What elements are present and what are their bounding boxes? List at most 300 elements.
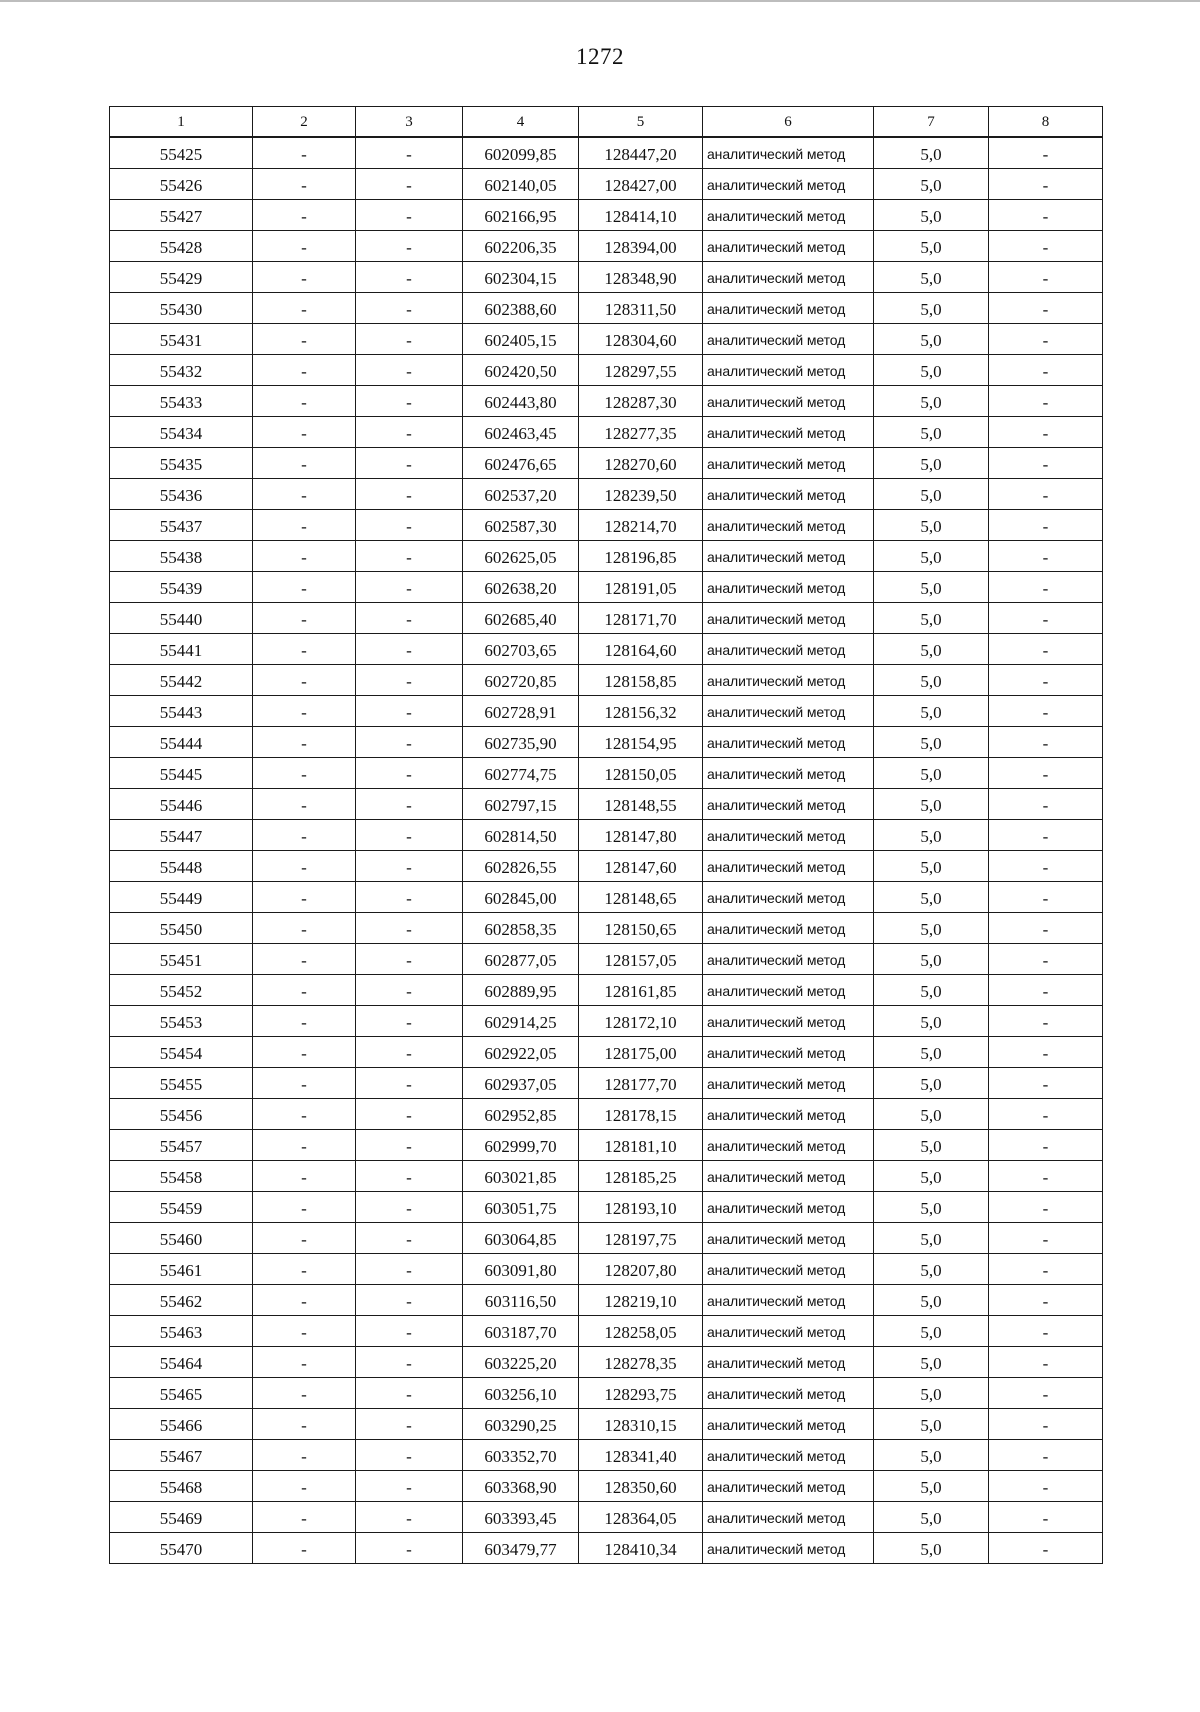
- method-cell: аналитический метод: [703, 1068, 874, 1099]
- coordinate-y-cell: 128171,70: [579, 603, 703, 634]
- coordinate-x-cell: 602099,85: [463, 137, 579, 169]
- point-number-cell: 55430: [110, 293, 253, 324]
- table-row: [110, 1409, 1103, 1440]
- coordinate-y-cell: 128175,00: [579, 1037, 703, 1068]
- page-number: 1272: [576, 44, 624, 69]
- accuracy-cell: 5,0: [874, 944, 989, 975]
- col-3-value-cell: -: [356, 1099, 463, 1130]
- table-row: [110, 727, 1103, 758]
- col-8-value-cell: -: [989, 1347, 1103, 1378]
- col-8-value-cell: -: [989, 169, 1103, 200]
- table-row: [110, 417, 1103, 448]
- column-header: 7: [874, 107, 989, 138]
- col-3-value-cell: -: [356, 1440, 463, 1471]
- coordinate-x-cell: 602814,50: [463, 820, 579, 851]
- method-cell: аналитический метод: [703, 1130, 874, 1161]
- col-2-value-cell: -: [253, 169, 356, 200]
- accuracy-cell: 5,0: [874, 1285, 989, 1316]
- coordinate-x-cell: 602797,15: [463, 789, 579, 820]
- col-2-value-cell: -: [253, 1316, 356, 1347]
- col-3-value-cell: -: [356, 603, 463, 634]
- coordinate-x-cell: 602140,05: [463, 169, 579, 200]
- coordinate-y-cell: 128293,75: [579, 1378, 703, 1409]
- col-2-value-cell: -: [253, 1533, 356, 1564]
- point-number-cell: 55450: [110, 913, 253, 944]
- accuracy-cell: 5,0: [874, 1068, 989, 1099]
- table-row: [110, 882, 1103, 913]
- method-cell: аналитический метод: [703, 1037, 874, 1068]
- coordinate-x-cell: 603368,90: [463, 1471, 579, 1502]
- table-row: [110, 758, 1103, 789]
- col-2-value-cell: -: [253, 665, 356, 696]
- table-row: [110, 262, 1103, 293]
- coordinate-x-cell: 602537,20: [463, 479, 579, 510]
- accuracy-cell: 5,0: [874, 448, 989, 479]
- col-8-value-cell: -: [989, 634, 1103, 665]
- col-8-value-cell: -: [989, 1533, 1103, 1564]
- coordinate-x-cell: 603290,25: [463, 1409, 579, 1440]
- point-number-cell: 55454: [110, 1037, 253, 1068]
- coordinate-x-cell: 602388,60: [463, 293, 579, 324]
- point-number-cell: 55426: [110, 169, 253, 200]
- point-number-cell: 55448: [110, 851, 253, 882]
- coordinate-y-cell: 128311,50: [579, 293, 703, 324]
- col-8-value-cell: -: [989, 572, 1103, 603]
- coordinate-x-cell: 602443,80: [463, 386, 579, 417]
- col-3-value-cell: -: [356, 944, 463, 975]
- point-number-cell: 55462: [110, 1285, 253, 1316]
- col-3-value-cell: -: [356, 1533, 463, 1564]
- col-8-value-cell: -: [989, 665, 1103, 696]
- method-cell: аналитический метод: [703, 882, 874, 913]
- accuracy-cell: 5,0: [874, 913, 989, 944]
- col-3-value-cell: -: [356, 572, 463, 603]
- coordinate-y-cell: 128178,15: [579, 1099, 703, 1130]
- coordinate-y-cell: 128156,32: [579, 696, 703, 727]
- coordinates-table: [109, 106, 1103, 1564]
- col-3-value-cell: -: [356, 789, 463, 820]
- col-3-value-cell: -: [356, 1223, 463, 1254]
- col-8-value-cell: -: [989, 541, 1103, 572]
- point-number-cell: 55451: [110, 944, 253, 975]
- col-2-value-cell: -: [253, 696, 356, 727]
- method-cell: аналитический метод: [703, 975, 874, 1006]
- col-8-value-cell: -: [989, 1130, 1103, 1161]
- col-2-value-cell: -: [253, 944, 356, 975]
- coordinate-x-cell: 602999,70: [463, 1130, 579, 1161]
- table-row: [110, 200, 1103, 231]
- col-3-value-cell: -: [356, 1161, 463, 1192]
- method-cell: аналитический метод: [703, 727, 874, 758]
- table-row: [110, 541, 1103, 572]
- accuracy-cell: 5,0: [874, 169, 989, 200]
- coordinate-y-cell: 128219,10: [579, 1285, 703, 1316]
- coordinate-y-cell: 128414,10: [579, 200, 703, 231]
- accuracy-cell: 5,0: [874, 851, 989, 882]
- col-3-value-cell: -: [356, 541, 463, 572]
- coordinate-y-cell: 128157,05: [579, 944, 703, 975]
- accuracy-cell: 5,0: [874, 1192, 989, 1223]
- coordinate-x-cell: 602405,15: [463, 324, 579, 355]
- method-cell: аналитический метод: [703, 572, 874, 603]
- coordinate-y-cell: 128185,25: [579, 1161, 703, 1192]
- col-3-value-cell: -: [356, 231, 463, 262]
- coordinate-y-cell: 128304,60: [579, 324, 703, 355]
- coordinate-x-cell: 602877,05: [463, 944, 579, 975]
- col-2-value-cell: -: [253, 913, 356, 944]
- accuracy-cell: 5,0: [874, 1409, 989, 1440]
- scan-top-edge: [0, 0, 1200, 2]
- accuracy-cell: 5,0: [874, 572, 989, 603]
- method-cell: аналитический метод: [703, 479, 874, 510]
- col-3-value-cell: -: [356, 510, 463, 541]
- point-number-cell: 55441: [110, 634, 253, 665]
- col-3-value-cell: -: [356, 634, 463, 665]
- col-3-value-cell: -: [356, 293, 463, 324]
- point-number-cell: 55453: [110, 1006, 253, 1037]
- col-8-value-cell: -: [989, 1161, 1103, 1192]
- table-row: [110, 231, 1103, 262]
- method-cell: аналитический метод: [703, 1223, 874, 1254]
- method-cell: аналитический метод: [703, 355, 874, 386]
- col-8-value-cell: -: [989, 1254, 1103, 1285]
- col-2-value-cell: -: [253, 1068, 356, 1099]
- coordinate-x-cell: 603187,70: [463, 1316, 579, 1347]
- col-3-value-cell: -: [356, 448, 463, 479]
- col-8-value-cell: -: [989, 1471, 1103, 1502]
- col-8-value-cell: -: [989, 1006, 1103, 1037]
- col-2-value-cell: -: [253, 541, 356, 572]
- point-number-cell: 55467: [110, 1440, 253, 1471]
- col-2-value-cell: -: [253, 882, 356, 913]
- point-number-cell: 55440: [110, 603, 253, 634]
- col-8-value-cell: -: [989, 944, 1103, 975]
- method-cell: аналитический метод: [703, 1378, 874, 1409]
- point-number-cell: 55443: [110, 696, 253, 727]
- table-body: [110, 137, 1103, 1564]
- table-row: [110, 1347, 1103, 1378]
- table-row: [110, 1192, 1103, 1223]
- table-row: [110, 1533, 1103, 1564]
- point-number-cell: 55469: [110, 1502, 253, 1533]
- col-3-value-cell: -: [356, 727, 463, 758]
- col-3-value-cell: -: [356, 262, 463, 293]
- point-number-cell: 55434: [110, 417, 253, 448]
- col-8-value-cell: -: [989, 1192, 1103, 1223]
- accuracy-cell: 5,0: [874, 417, 989, 448]
- method-cell: аналитический метод: [703, 200, 874, 231]
- method-cell: аналитический метод: [703, 913, 874, 944]
- accuracy-cell: 5,0: [874, 262, 989, 293]
- col-8-value-cell: -: [989, 975, 1103, 1006]
- accuracy-cell: 5,0: [874, 1316, 989, 1347]
- point-number-cell: 55455: [110, 1068, 253, 1099]
- coordinate-y-cell: 128394,00: [579, 231, 703, 262]
- col-3-value-cell: -: [356, 1378, 463, 1409]
- method-cell: аналитический метод: [703, 541, 874, 572]
- method-cell: аналитический метод: [703, 1316, 874, 1347]
- coordinate-y-cell: 128196,85: [579, 541, 703, 572]
- method-cell: аналитический метод: [703, 231, 874, 262]
- coordinate-y-cell: 128410,34: [579, 1533, 703, 1564]
- table-row: [110, 603, 1103, 634]
- accuracy-cell: 5,0: [874, 200, 989, 231]
- table-row: [110, 137, 1103, 169]
- column-header: 4: [463, 107, 579, 138]
- point-number-cell: 55429: [110, 262, 253, 293]
- point-number-cell: 55435: [110, 448, 253, 479]
- coordinate-x-cell: 603021,85: [463, 1161, 579, 1192]
- accuracy-cell: 5,0: [874, 1378, 989, 1409]
- col-8-value-cell: -: [989, 1378, 1103, 1409]
- col-2-value-cell: -: [253, 727, 356, 758]
- col-3-value-cell: -: [356, 200, 463, 231]
- col-3-value-cell: -: [356, 1130, 463, 1161]
- coordinate-x-cell: 602774,75: [463, 758, 579, 789]
- table-row: [110, 696, 1103, 727]
- column-header: 8: [989, 107, 1103, 138]
- accuracy-cell: 5,0: [874, 1502, 989, 1533]
- col-8-value-cell: -: [989, 324, 1103, 355]
- coordinate-x-cell: 602937,05: [463, 1068, 579, 1099]
- coordinate-y-cell: 128193,10: [579, 1192, 703, 1223]
- accuracy-cell: 5,0: [874, 634, 989, 665]
- col-2-value-cell: -: [253, 634, 356, 665]
- col-3-value-cell: -: [356, 479, 463, 510]
- table-row: [110, 1254, 1103, 1285]
- col-2-value-cell: -: [253, 572, 356, 603]
- table-row: [110, 1440, 1103, 1471]
- point-number-cell: 55438: [110, 541, 253, 572]
- coordinate-y-cell: 128364,05: [579, 1502, 703, 1533]
- coordinate-x-cell: 602728,91: [463, 696, 579, 727]
- accuracy-cell: 5,0: [874, 603, 989, 634]
- point-number-cell: 55466: [110, 1409, 253, 1440]
- table-row: [110, 1223, 1103, 1254]
- coordinate-y-cell: 128427,00: [579, 169, 703, 200]
- coordinate-y-cell: 128147,60: [579, 851, 703, 882]
- col-3-value-cell: -: [356, 1006, 463, 1037]
- point-number-cell: 55432: [110, 355, 253, 386]
- point-number-cell: 55470: [110, 1533, 253, 1564]
- col-2-value-cell: -: [253, 510, 356, 541]
- col-2-value-cell: -: [253, 137, 356, 169]
- coordinate-y-cell: 128277,35: [579, 417, 703, 448]
- method-cell: аналитический метод: [703, 386, 874, 417]
- coordinate-y-cell: 128158,85: [579, 665, 703, 696]
- table-row: [110, 1068, 1103, 1099]
- table-row: [110, 1130, 1103, 1161]
- point-number-cell: 55459: [110, 1192, 253, 1223]
- method-cell: аналитический метод: [703, 137, 874, 169]
- coordinate-x-cell: 602463,45: [463, 417, 579, 448]
- method-cell: аналитический метод: [703, 417, 874, 448]
- col-3-value-cell: -: [356, 975, 463, 1006]
- col-8-value-cell: -: [989, 882, 1103, 913]
- coordinate-y-cell: 128147,80: [579, 820, 703, 851]
- point-number-cell: 55458: [110, 1161, 253, 1192]
- accuracy-cell: 5,0: [874, 665, 989, 696]
- col-8-value-cell: -: [989, 851, 1103, 882]
- accuracy-cell: 5,0: [874, 1099, 989, 1130]
- point-number-cell: 55444: [110, 727, 253, 758]
- accuracy-cell: 5,0: [874, 1130, 989, 1161]
- col-3-value-cell: -: [356, 386, 463, 417]
- table-row: [110, 324, 1103, 355]
- accuracy-cell: 5,0: [874, 479, 989, 510]
- accuracy-cell: 5,0: [874, 1533, 989, 1564]
- coordinate-y-cell: 128207,80: [579, 1254, 703, 1285]
- coordinate-x-cell: 602826,55: [463, 851, 579, 882]
- accuracy-cell: 5,0: [874, 727, 989, 758]
- col-3-value-cell: -: [356, 1347, 463, 1378]
- coordinate-x-cell: 602304,15: [463, 262, 579, 293]
- coordinate-x-cell: 603064,85: [463, 1223, 579, 1254]
- method-cell: аналитический метод: [703, 1192, 874, 1223]
- table-row: [110, 1161, 1103, 1192]
- table-row: [110, 510, 1103, 541]
- coordinate-x-cell: 603051,75: [463, 1192, 579, 1223]
- col-2-value-cell: -: [253, 386, 356, 417]
- col-8-value-cell: -: [989, 820, 1103, 851]
- point-number-cell: 55445: [110, 758, 253, 789]
- col-3-value-cell: -: [356, 1037, 463, 1068]
- col-3-value-cell: -: [356, 417, 463, 448]
- method-cell: аналитический метод: [703, 262, 874, 293]
- point-number-cell: 55452: [110, 975, 253, 1006]
- table-row: [110, 1316, 1103, 1347]
- col-2-value-cell: -: [253, 231, 356, 262]
- point-number-cell: 55428: [110, 231, 253, 262]
- coordinate-y-cell: 128172,10: [579, 1006, 703, 1037]
- col-3-value-cell: -: [356, 1254, 463, 1285]
- column-header: 5: [579, 107, 703, 138]
- col-8-value-cell: -: [989, 386, 1103, 417]
- method-cell: аналитический метод: [703, 1099, 874, 1130]
- accuracy-cell: 5,0: [874, 541, 989, 572]
- column-header: 2: [253, 107, 356, 138]
- table-row: [110, 1378, 1103, 1409]
- point-number-cell: 55465: [110, 1378, 253, 1409]
- col-8-value-cell: -: [989, 696, 1103, 727]
- col-2-value-cell: -: [253, 1037, 356, 1068]
- coordinate-y-cell: 128447,20: [579, 137, 703, 169]
- method-cell: аналитический метод: [703, 851, 874, 882]
- accuracy-cell: 5,0: [874, 293, 989, 324]
- col-2-value-cell: -: [253, 479, 356, 510]
- header-row: [110, 107, 1103, 138]
- point-number-cell: 55425: [110, 137, 253, 169]
- col-3-value-cell: -: [356, 324, 463, 355]
- col-3-value-cell: -: [356, 1409, 463, 1440]
- col-3-value-cell: -: [356, 851, 463, 882]
- coordinate-x-cell: 602166,95: [463, 200, 579, 231]
- col-3-value-cell: -: [356, 169, 463, 200]
- coordinate-y-cell: 128191,05: [579, 572, 703, 603]
- table-row: [110, 1285, 1103, 1316]
- col-3-value-cell: -: [356, 758, 463, 789]
- coordinate-x-cell: 603256,10: [463, 1378, 579, 1409]
- method-cell: аналитический метод: [703, 1285, 874, 1316]
- col-3-value-cell: -: [356, 913, 463, 944]
- point-number-cell: 55436: [110, 479, 253, 510]
- method-cell: аналитический метод: [703, 789, 874, 820]
- coordinate-y-cell: 128297,55: [579, 355, 703, 386]
- point-number-cell: 55442: [110, 665, 253, 696]
- col-2-value-cell: -: [253, 355, 356, 386]
- coordinate-x-cell: 602587,30: [463, 510, 579, 541]
- coordinate-x-cell: 602922,05: [463, 1037, 579, 1068]
- table-row: [110, 169, 1103, 200]
- col-2-value-cell: -: [253, 758, 356, 789]
- point-number-cell: 55460: [110, 1223, 253, 1254]
- point-number-cell: 55431: [110, 324, 253, 355]
- accuracy-cell: 5,0: [874, 137, 989, 169]
- col-3-value-cell: -: [356, 1285, 463, 1316]
- point-number-cell: 55456: [110, 1099, 253, 1130]
- col-8-value-cell: -: [989, 479, 1103, 510]
- col-2-value-cell: -: [253, 1223, 356, 1254]
- accuracy-cell: 5,0: [874, 882, 989, 913]
- col-2-value-cell: -: [253, 1440, 356, 1471]
- table-row: [110, 386, 1103, 417]
- method-cell: аналитический метод: [703, 1409, 874, 1440]
- col-8-value-cell: -: [989, 510, 1103, 541]
- table-row: [110, 944, 1103, 975]
- coordinate-y-cell: 128181,10: [579, 1130, 703, 1161]
- point-number-cell: 55433: [110, 386, 253, 417]
- table-row: [110, 1099, 1103, 1130]
- accuracy-cell: 5,0: [874, 1161, 989, 1192]
- coordinate-y-cell: 128287,30: [579, 386, 703, 417]
- coordinate-y-cell: 128150,05: [579, 758, 703, 789]
- column-header: 1: [110, 107, 253, 138]
- col-3-value-cell: -: [356, 820, 463, 851]
- coordinate-x-cell: 602625,05: [463, 541, 579, 572]
- coordinate-y-cell: 128197,75: [579, 1223, 703, 1254]
- accuracy-cell: 5,0: [874, 758, 989, 789]
- method-cell: аналитический метод: [703, 1471, 874, 1502]
- coordinate-x-cell: 603479,77: [463, 1533, 579, 1564]
- point-number-cell: 55468: [110, 1471, 253, 1502]
- point-number-cell: 55437: [110, 510, 253, 541]
- table-row: [110, 1006, 1103, 1037]
- accuracy-cell: 5,0: [874, 975, 989, 1006]
- table-row: [110, 820, 1103, 851]
- accuracy-cell: 5,0: [874, 510, 989, 541]
- col-8-value-cell: -: [989, 1068, 1103, 1099]
- accuracy-cell: 5,0: [874, 1006, 989, 1037]
- coordinate-x-cell: 603225,20: [463, 1347, 579, 1378]
- point-number-cell: 55457: [110, 1130, 253, 1161]
- col-8-value-cell: -: [989, 603, 1103, 634]
- col-8-value-cell: -: [989, 355, 1103, 386]
- point-number-cell: 55464: [110, 1347, 253, 1378]
- accuracy-cell: 5,0: [874, 355, 989, 386]
- accuracy-cell: 5,0: [874, 1347, 989, 1378]
- col-8-value-cell: -: [989, 1285, 1103, 1316]
- table-row: [110, 1471, 1103, 1502]
- col-8-value-cell: -: [989, 1223, 1103, 1254]
- coordinate-x-cell: 602845,00: [463, 882, 579, 913]
- col-2-value-cell: -: [253, 1502, 356, 1533]
- table-row: [110, 789, 1103, 820]
- accuracy-cell: 5,0: [874, 1223, 989, 1254]
- method-cell: аналитический метод: [703, 324, 874, 355]
- col-2-value-cell: -: [253, 1130, 356, 1161]
- accuracy-cell: 5,0: [874, 324, 989, 355]
- col-2-value-cell: -: [253, 851, 356, 882]
